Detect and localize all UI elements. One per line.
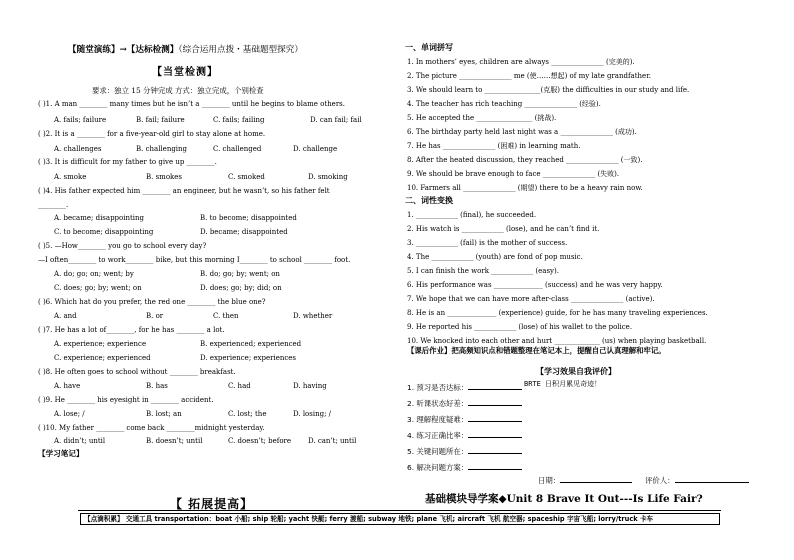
- word-form-heading: 二、词性变换: [405, 196, 453, 205]
- unit-title: 基础模块导学案◆Unit 8 Brave It Out---Is Life Fair?: [425, 493, 703, 505]
- option: B. fail; failure: [136, 116, 185, 124]
- option: B. smokes: [146, 173, 183, 181]
- question-8: ( )8. He often goes to school without ________ breakfast.: [38, 368, 236, 376]
- option: C. lost; the: [228, 410, 267, 418]
- reviewer-field: 评价人：: [645, 476, 749, 485]
- question-10: ( )10. My father ________ come back ________midnight yesterday.: [38, 424, 265, 432]
- word-form-item: 1. ____________ (final), he succeeded.: [407, 211, 537, 219]
- evaluation-item: 4. 练习正确比率：: [407, 431, 522, 440]
- spelling-item: 5. He accepted the ________________ (挑战).: [407, 114, 557, 122]
- option: C. smoked: [228, 173, 265, 181]
- option: D. losing; /: [293, 410, 332, 418]
- option: D. can’t; until: [308, 437, 357, 445]
- section-title: 【当堂检测】: [152, 67, 218, 78]
- word-form-item: 7. We hope that we can have more after-class _______________ (active).: [407, 295, 655, 303]
- requirement-text: 要求：独立 15 分钟完成 方式：独立完成，个别检查: [92, 86, 264, 95]
- spelling-item: 8. After the heated discussion, they reached _______________ (一致).: [407, 156, 643, 164]
- option: C. to become; disappointing: [54, 228, 154, 236]
- question-1: ( )1. A man ________ many times but he isn’t a ________ until he begins to blame others.: [38, 100, 345, 108]
- date-field: 日期：: [538, 476, 632, 485]
- evaluation-item: 6. 解决问题方案：: [407, 463, 522, 472]
- option: B. do; go; by; went; on: [200, 270, 280, 278]
- spelling-item: 3. We should learn to ________________(克服) the difficulties in our study and life.: [407, 86, 690, 94]
- question-6: ( )6. Which hat do you prefer, the red one ________ the blue one?: [38, 298, 266, 306]
- question-5: ( )5. —How________ you go to school every day?: [38, 242, 207, 250]
- option: C. then: [213, 312, 239, 320]
- evaluation-item: 5. 关键问题所在：: [407, 447, 522, 456]
- option: B. lost; an: [146, 410, 182, 418]
- option: D. does; go; by; did; on: [200, 284, 282, 292]
- word-form-item: 9. He reported his ____________ (lose) of his wallet to the police.: [407, 323, 633, 331]
- word-form-item: 8. He is an ______________ (experience) guide, for he has many traveling experiences.: [407, 309, 708, 317]
- option: D. smoking: [308, 173, 348, 181]
- word-form-item: 3. ____________ (fail) is the mother of success.: [407, 239, 568, 247]
- word-form-item: 10. We knocked into each other and hurt _____________ (us) when playing basketball.: [407, 337, 707, 345]
- option: D. can fail; fail: [310, 116, 362, 124]
- option: B. to become; disappointed: [200, 214, 297, 222]
- option: A. became; disappointing: [54, 214, 145, 222]
- question-4-cont: ________.: [38, 201, 69, 209]
- option: C. had: [228, 382, 251, 390]
- option: B. has: [146, 382, 168, 390]
- evaluation-item: 1. 预习是否达标：: [407, 383, 522, 392]
- option: C. experience; experienced: [54, 354, 151, 362]
- option: D. became; disappointed: [200, 228, 288, 236]
- option: C. doesn’t; before: [228, 437, 292, 445]
- self-evaluation-title: 【学习效果自我评价】: [536, 367, 616, 376]
- question-3: ( )3. It is difficult for my father to give up ________.: [38, 158, 217, 166]
- word-form-item: 4. The ____________ (youth) are fond of pop music.: [407, 253, 583, 261]
- study-notes-label: 【学习笔记】: [38, 449, 84, 458]
- option: A. smoke: [54, 173, 87, 181]
- spelling-item: 7. He has _______________ (困难) in learning math.: [407, 142, 581, 150]
- option: A. do; go; on; went; by: [54, 270, 134, 278]
- option: B. doesn’t; until: [146, 437, 203, 445]
- evaluation-item: 2. 听课状态好差：: [407, 399, 522, 408]
- option: A. have: [54, 382, 81, 390]
- knowledge-box: 【点滴积累】 交通工具 transportation：boat 小船; ship 轮船; yacht 快艇; ferry 渡船; subway 地铁; plane 飞机; aircraft 飞机 航空器; spaceship 宇宙飞船; lorry/truck 卡车: [80, 513, 720, 525]
- option: A. didn’t; until: [54, 437, 106, 445]
- expand-heading: 【 拓展提高】: [170, 497, 254, 511]
- spelling-item: 9. We should be brave enough to face _______________ (失败).: [407, 170, 620, 178]
- footer-divider: [78, 510, 721, 511]
- question-5-cont: —I often________ to work________ bike, but this morning I________ to school ________ foot.: [38, 256, 351, 264]
- option: C. fails; failing: [213, 116, 265, 124]
- option: A. challenges: [54, 145, 102, 153]
- option: C. challenged: [213, 145, 262, 153]
- option: B. challenging: [136, 145, 188, 153]
- word-form-item: 5. I can finish the work ____________ (easy).: [407, 267, 559, 275]
- spelling-item: 1. In mothers’ eyes, children are always _______________ (完美的).: [407, 58, 635, 66]
- option: A. experience; experience: [54, 340, 147, 348]
- evaluation-item: 3. 理解程度疑难：: [407, 415, 522, 424]
- question-4: ( )4. His father expected him ________ an engineer, but he wasn’t, so his father felt: [38, 187, 330, 195]
- homework-note: 【课后作业】把高频知识点和错题整理在笔记本上，提醒自己认真理解和牢记。: [407, 346, 666, 355]
- option: D. whether: [293, 312, 333, 320]
- option: A. lose; /: [54, 410, 85, 418]
- option: B. experienced; experienced: [200, 340, 302, 348]
- question-2: ( )2. It is a ________ for a five-year-old girl to stay alone at home.: [38, 130, 266, 138]
- option: D. having: [293, 382, 327, 390]
- option: B. or: [146, 312, 164, 320]
- word-form-item: 2. His watch is ____________ (lose), and he can’t find it.: [407, 225, 600, 233]
- option: D. experience; experiences: [200, 354, 297, 362]
- spelling-item: 4. The teacher has rich teaching _______________ (经验).: [407, 100, 601, 108]
- option: D. challenge: [293, 145, 338, 153]
- spelling-heading: 一、单词拼写: [405, 43, 453, 52]
- spelling-item: 6. The birthday party held last night was a _______________ (成功).: [407, 128, 637, 136]
- section-header: 【随堂演练】→【达标检测】（综合运用点拨・基础题型探究）: [68, 45, 303, 55]
- spelling-item: 2. The picture _______________ me (使……想起) of my late grandfather.: [407, 72, 652, 80]
- option: C. does; go; by; went; on: [54, 284, 142, 292]
- question-9: ( )9. He ________ his eyesight in ________ accident.: [38, 396, 214, 404]
- option: A. and: [54, 312, 77, 320]
- spelling-item: 10. Farmers all _______________ (期望) there to be a heavy rain now.: [407, 184, 643, 192]
- question-7: ( )7. He has a lot of________, for he has ________ a lot.: [38, 326, 225, 334]
- word-form-item: 6. His performance was ______________ (success) and he was very happy.: [407, 281, 663, 289]
- self-evaluation-motto: BRTE 日积月累见奇迹！: [524, 380, 602, 388]
- option: A. fails; failure: [54, 116, 107, 124]
